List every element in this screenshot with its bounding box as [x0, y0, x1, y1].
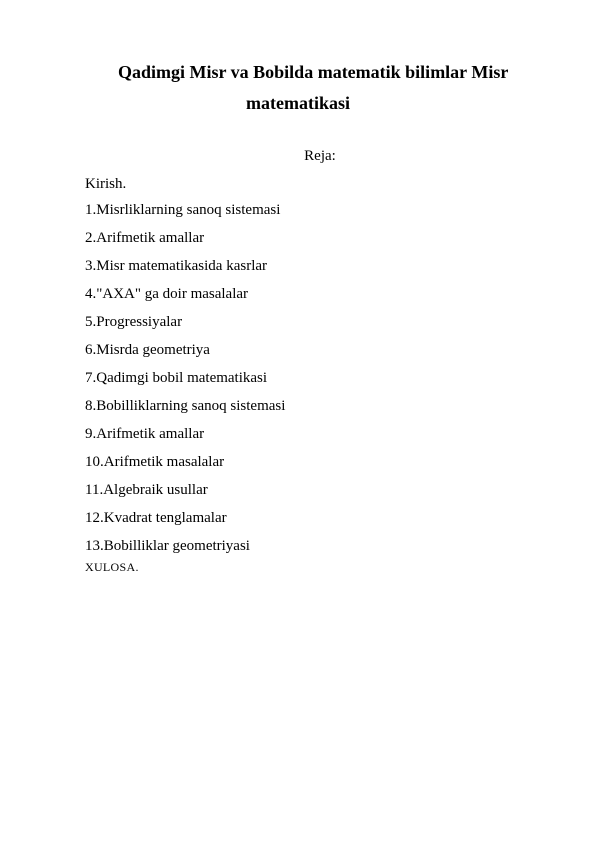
item-text: Arifmetik amallar: [96, 230, 205, 246]
item-number: 5.: [85, 314, 97, 330]
list-item: [85, 453, 285, 481]
intro-item: Kirish.: [85, 176, 127, 192]
document-title-line-2: matematikasi: [246, 93, 350, 113]
list-item: [85, 369, 285, 397]
list-item: [85, 229, 285, 257]
item-text: Bobilliklar geometriyasi: [103, 538, 250, 554]
list-item: [85, 481, 285, 509]
item-number: 1.: [85, 202, 97, 218]
item-number: 12.: [85, 510, 104, 526]
list-item: [85, 285, 285, 313]
item-number: 11.: [85, 482, 104, 498]
item-text: "AXA" ga doir masalalar: [96, 286, 249, 302]
list-item: [85, 341, 285, 369]
item-text: Misr matematikasida kasrlar: [96, 258, 268, 274]
document-title-line-1: Qadimgi Misr va Bobilda matematik bilimlar Misr: [118, 62, 509, 82]
list-item: [85, 509, 285, 537]
list-item: [85, 425, 285, 453]
item-text: Kvadrat tenglamalar: [103, 510, 227, 526]
plan-heading: Reja:: [304, 148, 336, 164]
conclusion-item: XULOSA.: [85, 560, 139, 574]
item-text: Misrda geometriya: [96, 342, 210, 358]
item-number: 10.: [85, 454, 104, 470]
item-number: 4.: [85, 286, 97, 302]
item-text: Arifmetik masalalar: [103, 454, 225, 470]
item-number: 13.: [85, 538, 104, 554]
item-text: Algebraik usullar: [103, 482, 208, 498]
list-item: [85, 397, 285, 425]
item-text: Misrliklarning sanoq sistemasi: [96, 202, 281, 218]
list-item: [85, 313, 285, 341]
item-number: 3.: [85, 258, 97, 274]
item-number: 8.: [85, 398, 97, 414]
item-number: 2.: [85, 230, 97, 246]
item-text: Bobilliklarning sanoq sistemasi: [96, 398, 286, 414]
item-text: Arifmetik amallar: [96, 426, 205, 442]
list-item: [85, 257, 285, 285]
item-number: 7.: [85, 370, 97, 386]
item-number: 6.: [85, 342, 97, 358]
list-item: [85, 201, 285, 229]
item-number: 9.: [85, 426, 97, 442]
item-text: Progressiyalar: [96, 314, 183, 330]
item-text: Qadimgi bobil matematikasi: [96, 370, 268, 386]
plan-list: [85, 201, 285, 565]
